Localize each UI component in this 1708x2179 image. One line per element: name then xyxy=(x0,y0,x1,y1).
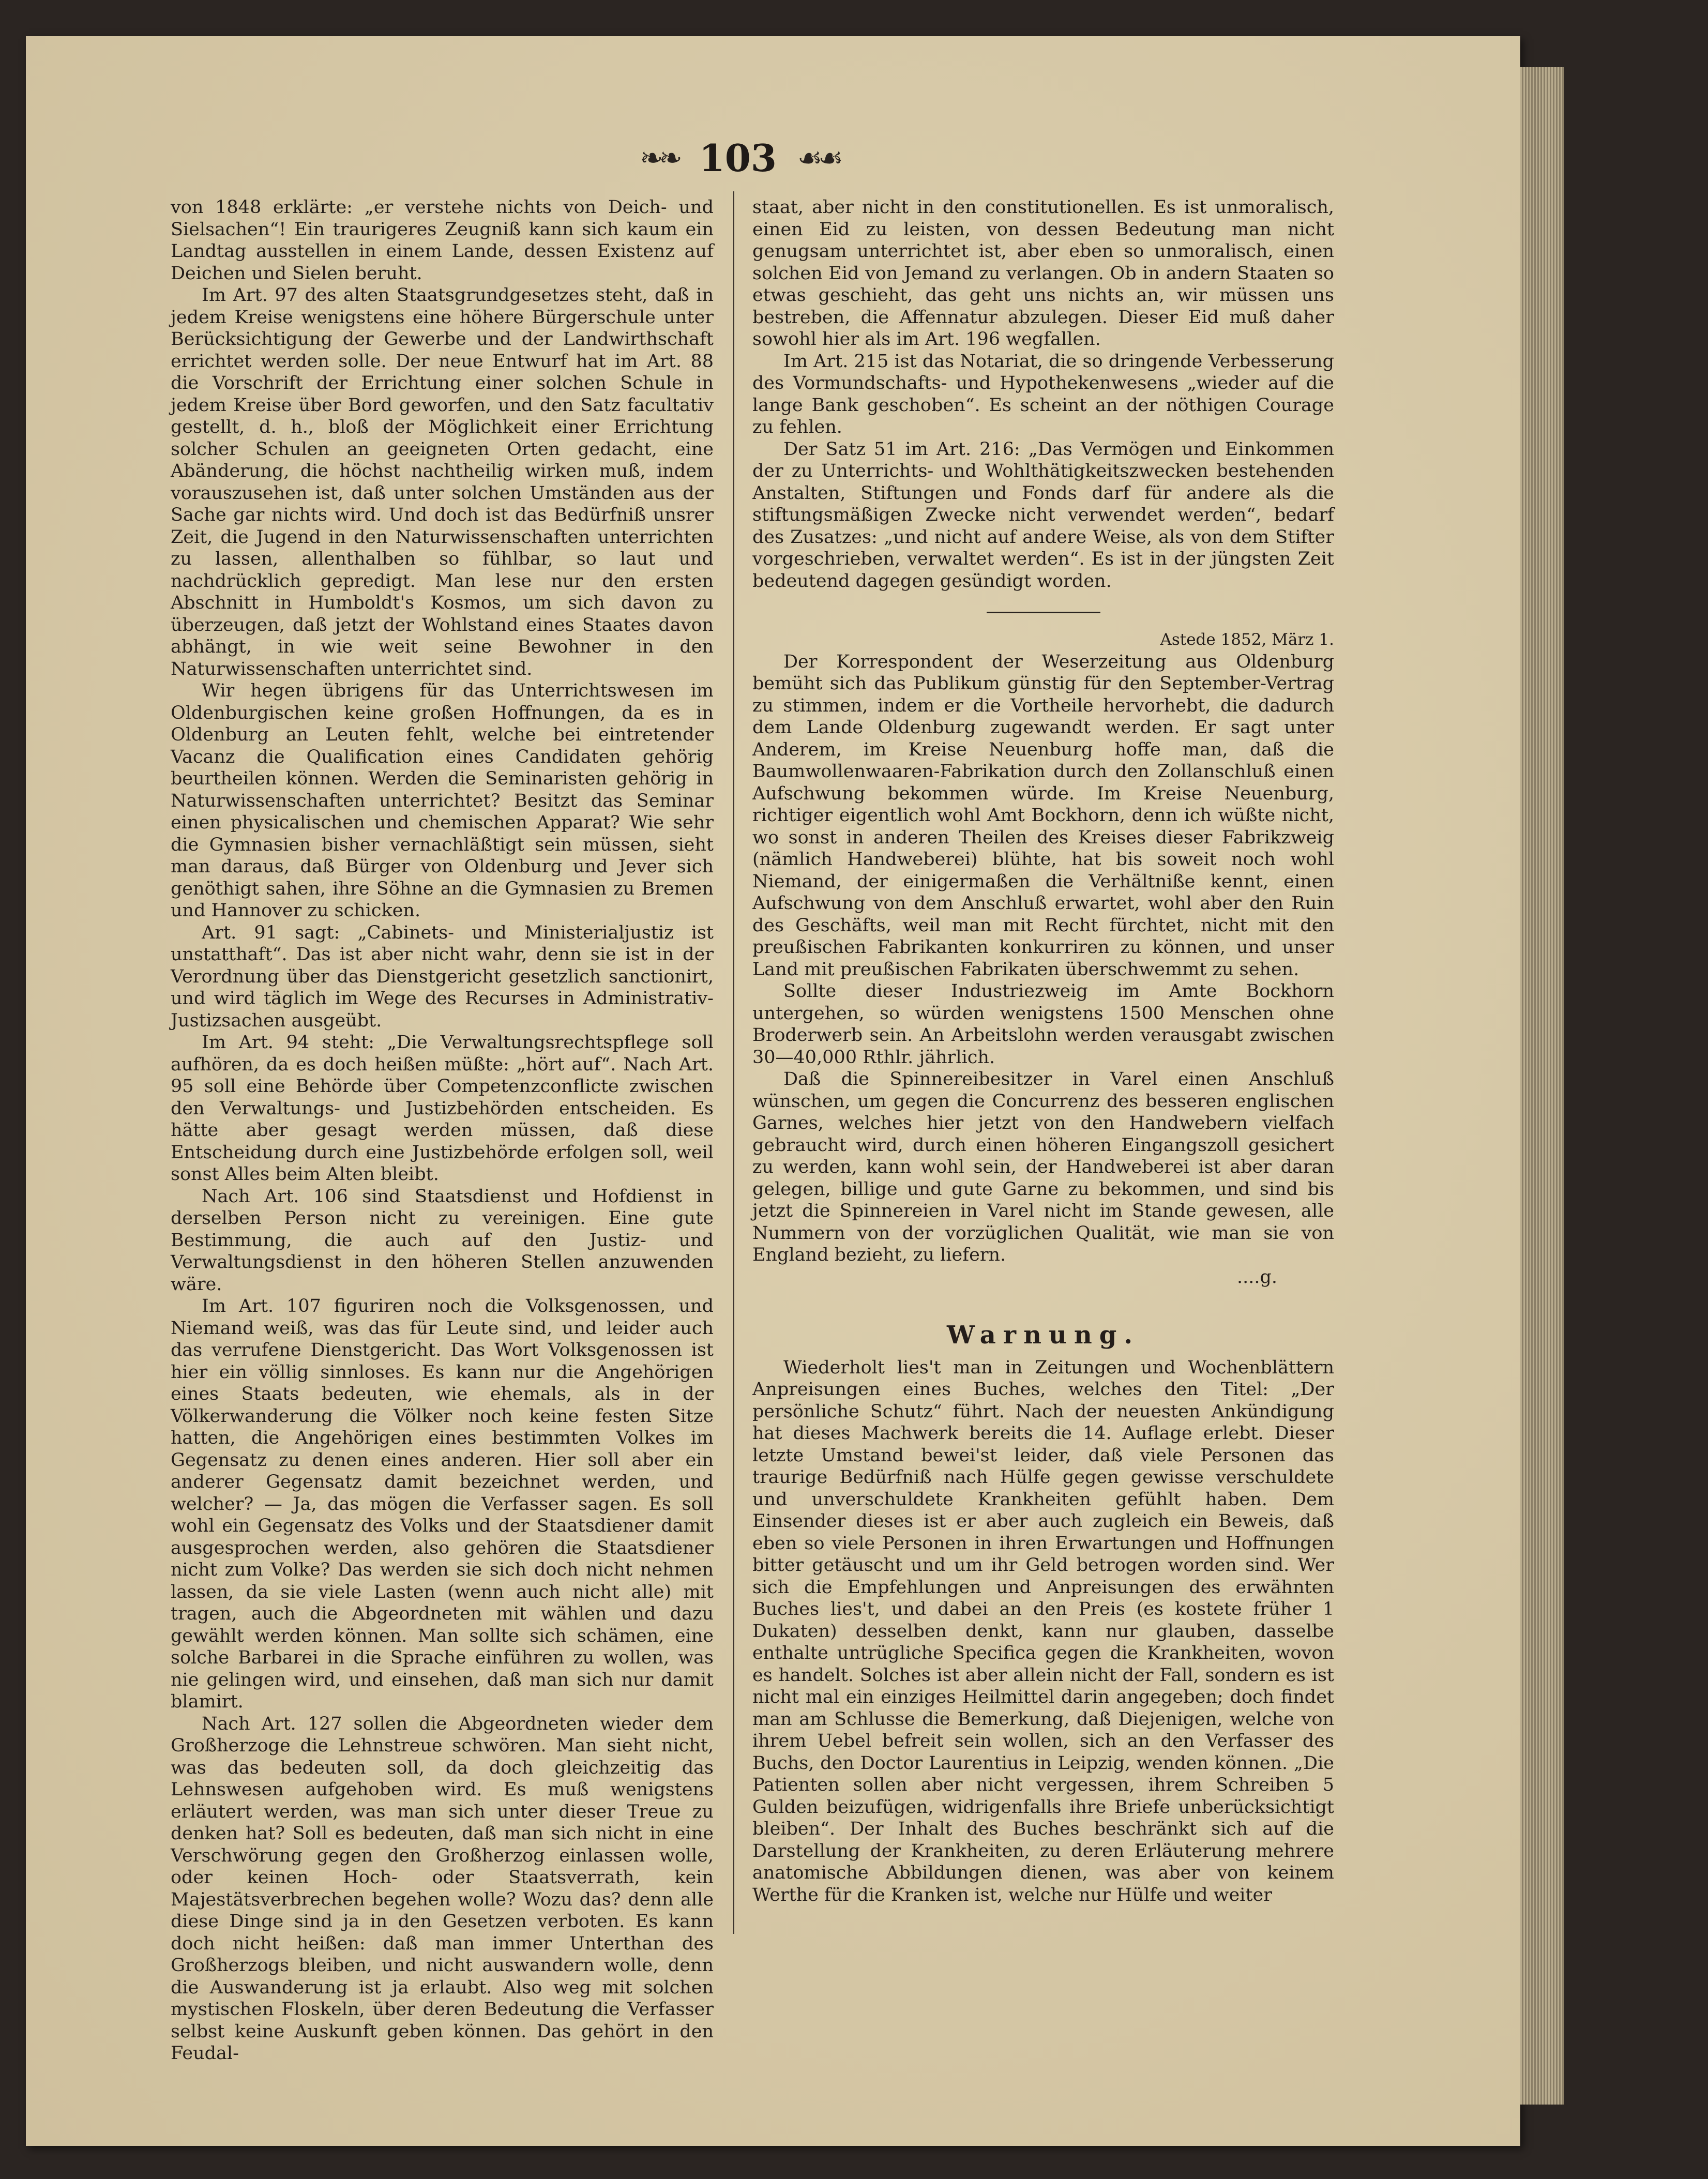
paragraph: Wir hegen übrigens für das Unterrichtswesen im Oldenburgischen keine großen Hoffnungen, da es in Oldenburg an Leuten fehlt, welche bei eintretender Vacanz die Qualification eines Candidaten gehörig beurtheilen können. Werden die Seminaristen gehörig in Naturwissenschaften unterrichtet? Besitzt das Seminar einen physicalischen und chemischen Apparat? Wie sehr die Gymnasien bisher vernachläßtigt sein müssen, sieht man daraus, daß Bürger von Oldenburg und Jever sich genöthigt sahen, ihre Söhne an die Gymnasien zu Bremen und Hannover zu schicken. xyxy=(171,680,714,921)
dateline: Astede 1852, März 1. xyxy=(1160,630,1334,649)
paragraph: staat, aber nicht in den constitutionellen. Es ist unmoralisch, einen Eid zu leisten, von dessen Bedeutung man nicht genugsam unterrichtet ist, aber eben so unmoralisch, einen solchen Eid von Jemand zu verlangen. Ob in andern Staaten so etwas geschieht, das geht uns nichts an, wir müssen uns bestreben, die Affennatur abzulegen. Dieser Eid muß daher sowohl hier als im Art. 196 wegfallen. xyxy=(752,197,1334,350)
page-number: 103 xyxy=(699,135,777,180)
section-title: Warnung. xyxy=(946,1321,1140,1350)
column-divider xyxy=(733,191,734,1934)
ornament-left-icon: ❧❧ xyxy=(640,141,678,174)
page-header xyxy=(610,124,869,191)
paragraph: von 1848 erklärte: „er verstehe nichts von Deich- und Sielsachen“! Ein traurigeres Zeugniß kann sich kaum ein Landtag ausstellen in einem Lande, dessen Existenz auf Deichen und Sielen beruht. xyxy=(171,197,714,284)
paragraph: Sollte dieser Industriezweig im Amte Bockhorn untergehen, so würden wenigstens 1500 Menschen ohne Broderwerb sein. An Arbeitslohn werden verausgabt zwischen 30—40,000 Rthlr. jährlich. xyxy=(752,981,1334,1068)
paragraph: Im Art. 107 figuriren noch die Volksgenossen, und Niemand weiß, was das für Leute sind, und leider auch das verrufene Dienstgericht. Das Wort Volksgenossen ist hier ein völlig sinnloses. Es kann nur die Angehörigen eines Staats bedeuten, wie ehemals, als in der Völkerwanderung die Völker noch keine festen Sitze hatten, die Angehörigen eines bestimmten Volkes im Gegensatz zu denen eines anderen. Hier soll aber ein anderer Gegensatz damit bezeichnet werden, und welcher? — Ja, das mögen die Verfasser sagen. Es soll wohl ein Gegensatz des Volks und der Staatsdiener damit ausgesprochen werden, also gehören die Staatsdiener nicht zum Volke? Das werden sie sich doch nicht nehmen lassen, da sie viele Lasten (wenn auch nicht alle) mit tragen, auch die Abgeordneten mit wählen und dazu gewählt werden können. Man sollte sich schämen, eine solche Barbarei in die Sprache einführen zu wollen, was nie gelingen wird, und einsehen, daß man sich nur damit blamirt. xyxy=(171,1296,714,1712)
paragraph: Art. 91 sagt: „Cabinets- und Ministerialjustiz ist unstatthaft“. Das ist aber nicht wahr, denn sie ist in der Verordnung über das Dienstgericht gesetzlich sanctionirt, und wird täglich im Wege des Recurses in Administrativ-Justizsachen ausgeübt. xyxy=(171,922,714,1031)
left-column xyxy=(171,196,714,2065)
signature: ....g. xyxy=(1236,1266,1277,1288)
right-column xyxy=(752,196,1334,1906)
paragraph: Im Art. 97 des alten Staatsgrundgesetzes steht, daß in jedem Kreise wenigstens eine höhere Bürgerschule unter Berücksichtigung der Gewerbe und der Landwirthschaft errichtet werden solle. Der neue Entwurf hat im Art. 88 die Vorschrift der Errichtung einer solchen Schule in jedem Kreise über Bord geworfen, und den Satz facultativ gestellt, d. h., bloß der Möglichkeit einer Errichtung solcher Schulen an geeigneten Orten gedacht, eine Abänderung, die höchst nachtheilig wirken muß, indem vorauszusehen ist, daß unter solchen Umständen aus der Sache gar nichts wird. Und doch ist das Bedürfniß unsrer Zeit, die Jugend in den Naturwissenschaften unterrichten zu lassen, allenthalben so fühlbar, so laut und nachdrücklich gepredigt. Man lese nur den ersten Abschnitt in Humboldt's Kosmos, um sich davon zu überzeugen, daß jetzt der Wohlstand eines Staates davon abhängt, in wie weit seine Bewohner in den Naturwissenschaften unterrichtet sind. xyxy=(171,285,714,679)
paragraph: Wiederholt lies't man in Zeitungen und Wochenblättern Anpreisungen eines Buches, welches den Titel: „Der persönliche Schutz“ führt. Nach der neuesten Ankündigung hat dieses Machwerk bereits die 14. Auflage erlebt. Dieser letzte Umstand bewei'st leider, daß viele Personen das traurige Bedürfniß nach Hülfe gegen gewisse verschuldete und unverschuldete Krankheiten gefühlt haben. Dem Einsender dieses ist er aber auch zugleich ein Beweis, daß eben so viele Personen in ihren Erwartungen und Hoffnungen bitter getäuscht und um ihr Geld betrogen worden sind. Wer sich die Empfehlungen und Anpreisungen des erwähnten Buches lies't, und dabei an den Preis (es kostete früher 1 Dukaten) desselben denkt, kann nur glauben, dasselbe enthalte untrügliche Specifica gegen die Krankheiten, wovon es handelt. Solches ist aber allein nicht der Fall, sondern es ist nicht mal ein einziges Heilmittel darin angegeben; doch findet man am Schlusse die Bemerkung, daß Diejenigen, welche von ihrem Uebel befreit sein wollen, sich an den Verfasser des Buchs, den Doctor Laurentius in Leipzig, wenden können. „Die Patienten sollen aber nicht vergessen, ihrem Schreiben 5 Gulden beizufügen, widrigenfalls ihre Briefe unberücksichtigt bleiben“. Der Inhalt des Buches beschränkt sich auf die Darstellung der Krankheiten, zu deren Erläuterung mehrere anatomische Abbildungen dienen, was aber von keinem Werthe für die Kranken ist, welche nur Hülfe und weiter xyxy=(752,1357,1334,1905)
paragraph: Im Art. 94 steht: „Die Verwaltungsrechtspflege soll aufhören, da es doch heißen müßte: „hört auf“. Nach Art. 95 soll eine Behörde über Competenzconflicte zwischen den Verwaltungs- und Justizbehörden entscheiden. Es hätte aber gesagt werden müssen, daß diese Entscheidung durch eine Justizbehörde erfolgen soll, weil sonst Alles beim Alten bleibt. xyxy=(171,1032,714,1185)
paragraph: Im Art. 215 ist das Notariat, die so dringende Verbesserung des Vormundschafts- und Hypothekenwesens „wieder auf die lange Bank geschoben“. Es scheint an der nöthigen Courage zu fehlen. xyxy=(752,351,1334,437)
ornament-right-icon: ☙☙ xyxy=(797,141,839,174)
page-edge xyxy=(1520,67,1564,2105)
paragraph: Der Korrespondent der Weserzeitung aus Oldenburg bemüht sich das Publikum günstig für den September-Vertrag zu stimmen, indem er die Vortheile hervorhebt, die dadurch dem Lande Oldenburg zugewandt werden. Er sagt unter Anderem, im Kreise Neuenburg hoffe man, daß die Baumwollenwaaren-Fabrikation durch den Zollanschluß einen Aufschwung bekommen würde. Im Kreise Neuenburg, richtiger eigentlich wohl Amt Bockhorn, denn ich wüßte nicht, wo sonst in anderen Theilen des Kreises dieser Fabrikzweig (nämlich Handweberei) blühte, hat bis soweit noch wohl Niemand, der einigermaßen die Verhältniße kennt, einen Aufschwung von dem Anschluß erwartet, wohl aber den Ruin des Geschäfts, weil man mit Recht fürchtet, nicht mit den preußischen Fabrikanten konkurriren zu können, und unser Land mit preußischen Fabrikaten überschwemmt zu sehen. xyxy=(752,651,1334,980)
paragraph: Daß die Spinnereibesitzer in Varel einen Anschluß wünschen, um gegen die Concurrenz des besseren englischen Garnes, welches hier jetzt von den Handwebern vielfach gebraucht wird, durch einen höheren Eingangszoll gesichert zu werden, kann wohl sein, der Handweberei ist aber daran gelegen, billige und gute Garne zu bekommen, und sind bis jetzt die Spinnereien in Varel nicht im Stande gewesen, alle Nummern von der vorzüglichen Qualität, wie man sie von England bezieht, zu liefern. xyxy=(752,1069,1334,1265)
paragraph: Nach Art. 127 sollen die Abgeordneten wieder dem Großherzoge die Lehnstreue schwören. Man sieht nicht, was das bedeuten soll, da doch gleichzeitig das Lehnswesen aufgehoben wird. Es muß wenigstens erläutert werden, was man sich unter dieser Treue zu denken hat? Soll es bedeuten, daß man sich nicht in eine Verschwörung gegen den Großherzog einlassen wolle, oder keinen Hoch- oder Staatsverrath, kein Majestätsverbrechen begehen wolle? Wozu das? denn alle diese Dinge sind ja in den Gesetzen verboten. Es kann doch nicht heißen: daß man immer Unterthan des Großherzogs bleiben, und nicht auswandern wolle, denn die Auswanderung ist ja erlaubt. Also weg mit solchen mystischen Floskeln, über deren Bedeutung die Verfasser selbst keine Auskunft geben können. Das gehört in den Feudal- xyxy=(171,1713,714,2064)
paragraph: Der Satz 51 im Art. 216: „Das Vermögen und Einkommen der zu Unterrichts- und Wohlthätigkeitszwecken bestehenden Anstalten, Stiftungen und Fonds darf für andere als die stiftungsmäßigen Zwecke nicht verwendet werden“, bedarf des Zusatzes: „und nicht auf andere Weise, als von dem Stifter vorgeschrieben, verwaltet werden“. Es ist in der jüngsten Zeit bedeutend dagegen gesündigt worden. xyxy=(752,438,1334,592)
paragraph: Nach Art. 106 sind Staatsdienst und Hofdienst in derselben Person nicht zu vereinigen. Eine gute Bestimmung, die auch auf den Justiz- und Verwaltungsdienst in den höheren Stellen anzuwenden wäre. xyxy=(171,1186,714,1295)
section-divider xyxy=(987,612,1100,613)
